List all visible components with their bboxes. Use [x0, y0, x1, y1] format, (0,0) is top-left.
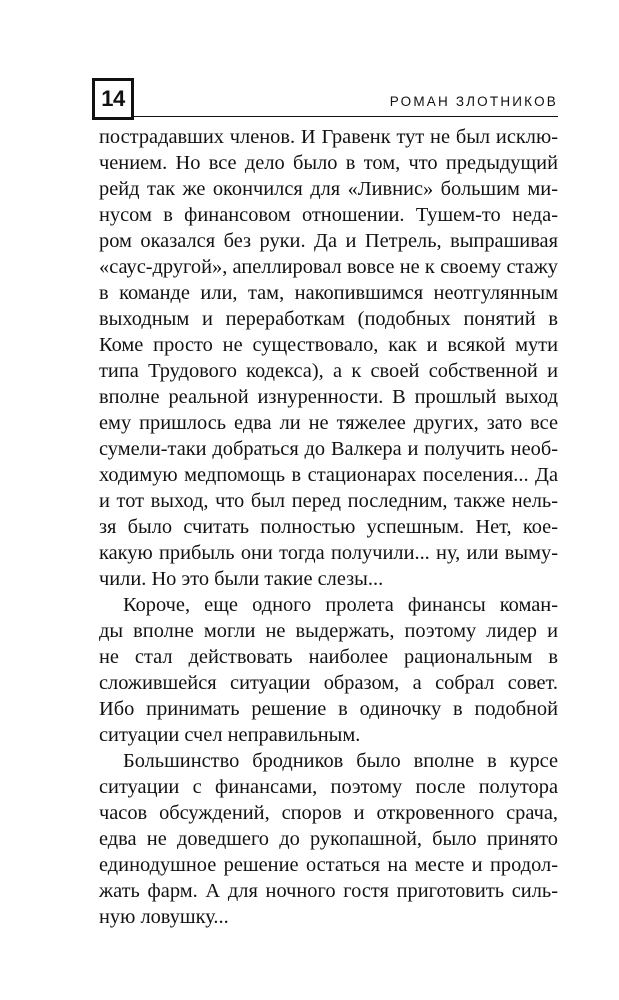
running-head-author: РОМАН ЗЛОТНИКОВ	[389, 94, 558, 109]
text-line: типа Трудового кодекса), а к своей собственной и	[99, 360, 558, 382]
text-line: выходным и переработкам (подобных понятий в	[99, 308, 558, 330]
body-text	[99, 124, 558, 930]
text-line: ситуации с финансами, поэтому после полутора	[99, 776, 558, 798]
running-header	[92, 78, 558, 120]
page-number: 14	[92, 78, 134, 120]
text-line: «саус-другой», апеллировал вовсе не к своему стажу	[99, 256, 558, 278]
text-line: Ибо принимать решение в одиночку в подобной	[99, 698, 558, 720]
text-line: какую прибыль они тогда получили... ну, или выму-	[99, 542, 558, 564]
paragraph	[99, 592, 558, 748]
text-line: сложившейся ситуации образом, а собрал совет.	[99, 672, 558, 694]
header-rule	[132, 116, 558, 117]
text-line: и тот выход, что был перед последним, также нель-	[99, 490, 558, 512]
text-line: сумели-таки добраться до Валкера и получить необ-	[99, 438, 558, 460]
text-line: ды вполне могли не выдержать, поэтому лидер и	[99, 620, 558, 642]
text-line: единодушное решение остаться на месте и продол-	[99, 854, 558, 876]
text-line: нусом в финансовом отношении. Тушем-то неда-	[99, 204, 558, 226]
text-line: едва не доведшего до рукопашной, было принято	[99, 828, 558, 850]
text-line: не стал действовать наиболее рациональным в	[99, 646, 558, 668]
text-line: часов обсуждений, споров и откровенного срача,	[99, 802, 558, 824]
text-line: жать фарм. А для ночного гостя приготовить силь-	[99, 880, 558, 902]
text-line: ему пришлось едва ли не тяжелее других, зато все	[99, 412, 558, 434]
text-line: ную ловушку...	[99, 906, 229, 928]
text-line: зя было считать полностью успешным. Нет, кое-	[99, 516, 558, 538]
text-line: Коме просто не существовало, как и всякой мути	[99, 334, 558, 356]
text-line: рейд так же окончился для «Ливнис» большим ми-	[99, 178, 558, 200]
paragraph	[99, 748, 558, 930]
text-line: Короче, еще одного пролета финансы коман-	[123, 594, 558, 616]
text-line: Большинство бродников было вполне в курсе	[123, 750, 558, 772]
text-line: ром оказался без руки. Да и Петрель, выпрашивая	[99, 230, 558, 252]
text-line: ситуации счел неправильным.	[99, 724, 361, 746]
text-line: вполне реальной изнуренности. В прошлый выход	[99, 386, 558, 408]
paragraph	[99, 124, 558, 592]
text-line: чением. Но все дело было в том, что предыдущий	[99, 152, 558, 174]
text-line: пострадавших членов. И Гравенк тут не был исклю-	[99, 126, 558, 148]
text-line: в команде или, там, накопившимся неотгулянным	[99, 282, 558, 304]
text-line: чили. Но это были такие слезы...	[99, 568, 384, 590]
text-line: ходимую медпомощь в стационарах поселения... Да	[99, 464, 558, 486]
